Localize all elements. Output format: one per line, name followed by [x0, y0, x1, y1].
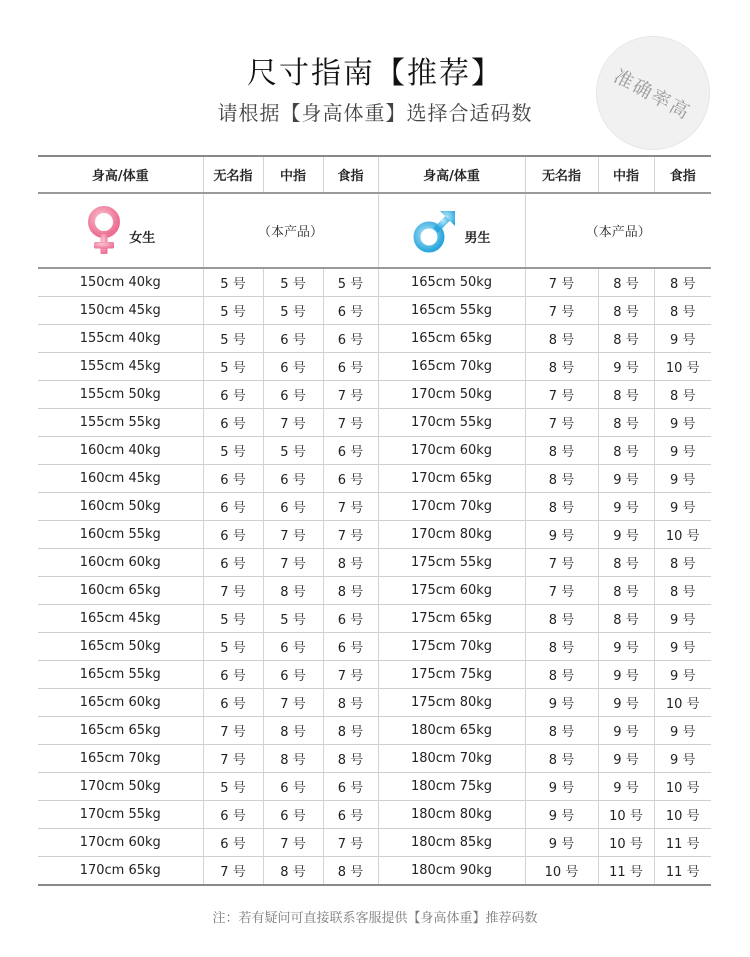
male-middle-finger-size: 8 号	[598, 297, 654, 325]
female-index-finger-size: 6 号	[323, 773, 378, 801]
male-middle-finger-size: 9 号	[598, 521, 654, 549]
female-ring-finger-size: 6 号	[203, 661, 263, 689]
female-height-weight: 150cm 45kg	[38, 297, 203, 325]
female-middle-finger-size: 8 号	[263, 857, 323, 886]
header-male-height-weight: 身高/体重	[378, 156, 525, 193]
female-middle-finger-size: 7 号	[263, 689, 323, 717]
table-row	[38, 549, 711, 577]
female-height-weight: 160cm 45kg	[38, 465, 203, 493]
male-height-weight: 170cm 60kg	[378, 437, 525, 465]
header-female-index-finger: 食指	[323, 156, 378, 193]
table-row	[38, 325, 711, 353]
female-index-finger-size: 8 号	[323, 857, 378, 886]
female-middle-finger-size: 5 号	[263, 268, 323, 297]
female-ring-finger-size: 6 号	[203, 549, 263, 577]
female-height-weight: 150cm 40kg	[38, 268, 203, 297]
female-ring-finger-size: 7 号	[203, 577, 263, 605]
male-index-finger-size: 8 号	[654, 577, 711, 605]
table-row	[38, 605, 711, 633]
male-index-finger-size: 10 号	[654, 689, 711, 717]
male-symbol-icon	[412, 208, 458, 254]
female-index-finger-size: 8 号	[323, 745, 378, 773]
male-middle-finger-size: 9 号	[598, 745, 654, 773]
female-ring-finger-size: 6 号	[203, 829, 263, 857]
size-guide-table	[38, 155, 711, 886]
male-height-weight: 170cm 55kg	[378, 409, 525, 437]
female-ring-finger-size: 5 号	[203, 325, 263, 353]
page-title: 尺寸指南【推荐】	[247, 56, 503, 91]
male-index-finger-size: 9 号	[654, 745, 711, 773]
male-label: 男生	[464, 231, 491, 246]
male-ring-finger-size: 9 号	[525, 829, 598, 857]
female-height-weight: 170cm 55kg	[38, 801, 203, 829]
male-index-finger-size: 9 号	[654, 409, 711, 437]
female-height-weight: 160cm 50kg	[38, 493, 203, 521]
table-row	[38, 801, 711, 829]
female-middle-finger-size: 5 号	[263, 297, 323, 325]
female-middle-finger-size: 5 号	[263, 437, 323, 465]
female-product-cell	[203, 193, 378, 268]
female-index-finger-size: 6 号	[323, 437, 378, 465]
male-index-finger-size: 8 号	[654, 381, 711, 409]
female-index-finger-size: 6 号	[323, 297, 378, 325]
female-index-finger-size: 6 号	[323, 325, 378, 353]
female-middle-finger-size: 8 号	[263, 577, 323, 605]
table-row	[38, 857, 711, 886]
male-middle-finger-size: 9 号	[598, 493, 654, 521]
female-height-weight: 165cm 45kg	[38, 605, 203, 633]
male-ring-finger-size: 8 号	[525, 661, 598, 689]
female-height-weight: 170cm 65kg	[38, 857, 203, 886]
male-index-finger-size: 9 号	[654, 465, 711, 493]
male-ring-finger-size: 8 号	[525, 437, 598, 465]
male-index-finger-size: 10 号	[654, 353, 711, 381]
male-middle-finger-size: 9 号	[598, 689, 654, 717]
female-index-finger-size: 8 号	[323, 549, 378, 577]
female-middle-finger-size: 8 号	[263, 745, 323, 773]
table-row	[38, 381, 711, 409]
male-product-cell	[525, 193, 711, 268]
male-index-finger-size: 8 号	[654, 297, 711, 325]
female-ring-finger-size: 5 号	[203, 353, 263, 381]
female-middle-finger-size: 7 号	[263, 829, 323, 857]
male-middle-finger-size: 8 号	[598, 381, 654, 409]
male-ring-finger-size: 7 号	[525, 297, 598, 325]
female-middle-finger-size: 6 号	[263, 353, 323, 381]
table-row	[38, 493, 711, 521]
female-index-finger-size: 8 号	[323, 577, 378, 605]
male-height-weight: 175cm 80kg	[378, 689, 525, 717]
male-ring-finger-size: 10 号	[525, 857, 598, 886]
male-height-weight: 180cm 80kg	[378, 801, 525, 829]
male-middle-finger-size: 8 号	[598, 268, 654, 297]
male-middle-finger-size: 8 号	[598, 605, 654, 633]
female-ring-finger-size: 5 号	[203, 633, 263, 661]
table-header-row	[38, 156, 711, 193]
male-height-weight: 180cm 90kg	[378, 857, 525, 886]
male-ring-finger-size: 8 号	[525, 465, 598, 493]
male-ring-finger-size: 7 号	[525, 381, 598, 409]
female-ring-finger-size: 5 号	[203, 297, 263, 325]
male-height-weight: 170cm 70kg	[378, 493, 525, 521]
male-ring-finger-size: 7 号	[525, 268, 598, 297]
female-ring-finger-size: 7 号	[203, 857, 263, 886]
female-height-weight: 170cm 50kg	[38, 773, 203, 801]
gender-row	[38, 193, 711, 268]
male-cell	[378, 193, 525, 268]
male-index-finger-size: 10 号	[654, 801, 711, 829]
female-middle-finger-size: 6 号	[263, 633, 323, 661]
male-height-weight: 165cm 50kg	[378, 268, 525, 297]
male-height-weight: 175cm 70kg	[378, 633, 525, 661]
female-height-weight: 155cm 45kg	[38, 353, 203, 381]
female-index-finger-size: 7 号	[323, 521, 378, 549]
male-middle-finger-size: 8 号	[598, 325, 654, 353]
female-height-weight: 165cm 60kg	[38, 689, 203, 717]
female-height-weight: 155cm 55kg	[38, 409, 203, 437]
female-height-weight: 160cm 65kg	[38, 577, 203, 605]
table-row	[38, 437, 711, 465]
female-height-weight: 170cm 60kg	[38, 829, 203, 857]
header-male-ring-finger: 无名指	[525, 156, 598, 193]
male-index-finger-size: 9 号	[654, 717, 711, 745]
male-ring-finger-size: 7 号	[525, 409, 598, 437]
female-middle-finger-size: 6 号	[263, 661, 323, 689]
table-row	[38, 745, 711, 773]
female-ring-finger-size: 7 号	[203, 745, 263, 773]
male-index-finger-size: 10 号	[654, 773, 711, 801]
female-height-weight: 160cm 60kg	[38, 549, 203, 577]
female-middle-finger-size: 7 号	[263, 521, 323, 549]
male-middle-finger-size: 8 号	[598, 409, 654, 437]
female-height-weight: 155cm 40kg	[38, 325, 203, 353]
female-index-finger-size: 6 号	[323, 801, 378, 829]
female-middle-finger-size: 7 号	[263, 409, 323, 437]
female-ring-finger-size: 6 号	[203, 689, 263, 717]
male-height-weight: 180cm 65kg	[378, 717, 525, 745]
male-height-weight: 180cm 75kg	[378, 773, 525, 801]
male-index-finger-size: 9 号	[654, 437, 711, 465]
male-index-finger-size: 10 号	[654, 521, 711, 549]
table-row	[38, 829, 711, 857]
table-row	[38, 633, 711, 661]
female-height-weight: 165cm 65kg	[38, 717, 203, 745]
table-row	[38, 717, 711, 745]
table-row	[38, 409, 711, 437]
female-height-weight: 165cm 50kg	[38, 633, 203, 661]
female-ring-finger-size: 6 号	[203, 409, 263, 437]
female-index-finger-size: 6 号	[323, 353, 378, 381]
header-male-middle-finger: 中指	[598, 156, 654, 193]
female-ring-finger-size: 6 号	[203, 801, 263, 829]
male-middle-finger-size: 10 号	[598, 801, 654, 829]
male-index-finger-size: 11 号	[654, 829, 711, 857]
female-height-weight: 165cm 70kg	[38, 745, 203, 773]
male-index-finger-size: 8 号	[654, 268, 711, 297]
male-ring-finger-size: 8 号	[525, 745, 598, 773]
male-height-weight: 175cm 60kg	[378, 577, 525, 605]
male-middle-finger-size: 9 号	[598, 353, 654, 381]
male-ring-finger-size: 8 号	[525, 633, 598, 661]
male-ring-finger-size: 8 号	[525, 717, 598, 745]
female-ring-finger-size: 6 号	[203, 521, 263, 549]
female-height-weight: 160cm 40kg	[38, 437, 203, 465]
page-subtitle: 请根据【身高体重】选择合适码数	[217, 101, 533, 125]
male-height-weight: 180cm 70kg	[378, 745, 525, 773]
female-middle-finger-size: 5 号	[263, 605, 323, 633]
female-index-finger-size: 5 号	[323, 268, 378, 297]
female-ring-finger-size: 5 号	[203, 268, 263, 297]
male-ring-finger-size: 8 号	[525, 353, 598, 381]
header-female-height-weight: 身高/体重	[38, 156, 203, 193]
female-index-finger-size: 7 号	[323, 493, 378, 521]
female-ring-finger-size: 7 号	[203, 717, 263, 745]
female-index-finger-size: 6 号	[323, 633, 378, 661]
female-middle-finger-size: 8 号	[263, 717, 323, 745]
female-middle-finger-size: 7 号	[263, 549, 323, 577]
table-row	[38, 661, 711, 689]
male-index-finger-size: 8 号	[654, 549, 711, 577]
female-cell	[38, 193, 203, 268]
header-female-middle-finger: 中指	[263, 156, 323, 193]
male-middle-finger-size: 11 号	[598, 857, 654, 886]
male-index-finger-size: 9 号	[654, 633, 711, 661]
male-middle-finger-size: 8 号	[598, 437, 654, 465]
table-row	[38, 268, 711, 297]
header-male-index-finger: 食指	[654, 156, 711, 193]
male-index-finger-size: 9 号	[654, 605, 711, 633]
female-ring-finger-size: 5 号	[203, 605, 263, 633]
female-ring-finger-size: 6 号	[203, 465, 263, 493]
male-middle-finger-size: 9 号	[598, 773, 654, 801]
female-ring-finger-size: 5 号	[203, 437, 263, 465]
male-product-label: （本产品）	[585, 225, 651, 240]
female-middle-finger-size: 6 号	[263, 465, 323, 493]
male-ring-finger-size: 7 号	[525, 577, 598, 605]
male-index-finger-size: 9 号	[654, 493, 711, 521]
table-row	[38, 689, 711, 717]
female-index-finger-size: 8 号	[323, 689, 378, 717]
male-middle-finger-size: 8 号	[598, 577, 654, 605]
male-height-weight: 165cm 70kg	[378, 353, 525, 381]
table-row	[38, 773, 711, 801]
male-middle-finger-size: 9 号	[598, 661, 654, 689]
female-height-weight: 160cm 55kg	[38, 521, 203, 549]
male-middle-finger-size: 9 号	[598, 717, 654, 745]
female-product-label: （本产品）	[257, 225, 323, 240]
table-row	[38, 465, 711, 493]
male-ring-finger-size: 9 号	[525, 521, 598, 549]
female-middle-finger-size: 6 号	[263, 773, 323, 801]
male-index-finger-size: 9 号	[654, 325, 711, 353]
table-row	[38, 353, 711, 381]
female-ring-finger-size: 5 号	[203, 773, 263, 801]
female-middle-finger-size: 6 号	[263, 381, 323, 409]
male-height-weight: 175cm 55kg	[378, 549, 525, 577]
male-height-weight: 180cm 85kg	[378, 829, 525, 857]
table-row	[38, 521, 711, 549]
male-middle-finger-size: 9 号	[598, 633, 654, 661]
female-index-finger-size: 7 号	[323, 829, 378, 857]
male-height-weight: 175cm 65kg	[378, 605, 525, 633]
male-ring-finger-size: 8 号	[525, 325, 598, 353]
female-index-finger-size: 7 号	[323, 409, 378, 437]
male-height-weight: 170cm 80kg	[378, 521, 525, 549]
male-middle-finger-size: 8 号	[598, 549, 654, 577]
footnote: 注：若有疑问可直接联系客服提供【身高体重】推荐码数	[212, 911, 538, 926]
male-ring-finger-size: 9 号	[525, 689, 598, 717]
female-index-finger-size: 7 号	[323, 661, 378, 689]
male-height-weight: 170cm 65kg	[378, 465, 525, 493]
male-middle-finger-size: 10 号	[598, 829, 654, 857]
female-height-weight: 165cm 55kg	[38, 661, 203, 689]
male-index-finger-size: 9 号	[654, 661, 711, 689]
male-ring-finger-size: 8 号	[525, 493, 598, 521]
male-middle-finger-size: 9 号	[598, 465, 654, 493]
table-row	[38, 297, 711, 325]
stamp-text: 准确率高	[610, 64, 695, 124]
female-index-finger-size: 8 号	[323, 717, 378, 745]
male-ring-finger-size: 9 号	[525, 773, 598, 801]
male-height-weight: 170cm 50kg	[378, 381, 525, 409]
header-female-ring-finger: 无名指	[203, 156, 263, 193]
female-index-finger-size: 7 号	[323, 381, 378, 409]
female-index-finger-size: 6 号	[323, 465, 378, 493]
male-ring-finger-size: 8 号	[525, 605, 598, 633]
female-middle-finger-size: 6 号	[263, 325, 323, 353]
male-ring-finger-size: 9 号	[525, 801, 598, 829]
female-middle-finger-size: 6 号	[263, 801, 323, 829]
male-ring-finger-size: 7 号	[525, 549, 598, 577]
male-height-weight: 165cm 65kg	[378, 325, 525, 353]
female-middle-finger-size: 6 号	[263, 493, 323, 521]
accuracy-stamp	[596, 36, 710, 150]
female-label: 女生	[129, 231, 156, 246]
female-symbol-icon	[85, 205, 123, 257]
female-ring-finger-size: 6 号	[203, 493, 263, 521]
male-height-weight: 165cm 55kg	[378, 297, 525, 325]
female-ring-finger-size: 6 号	[203, 381, 263, 409]
female-height-weight: 155cm 50kg	[38, 381, 203, 409]
male-height-weight: 175cm 75kg	[378, 661, 525, 689]
male-index-finger-size: 11 号	[654, 857, 711, 886]
female-index-finger-size: 6 号	[323, 605, 378, 633]
table-row	[38, 577, 711, 605]
